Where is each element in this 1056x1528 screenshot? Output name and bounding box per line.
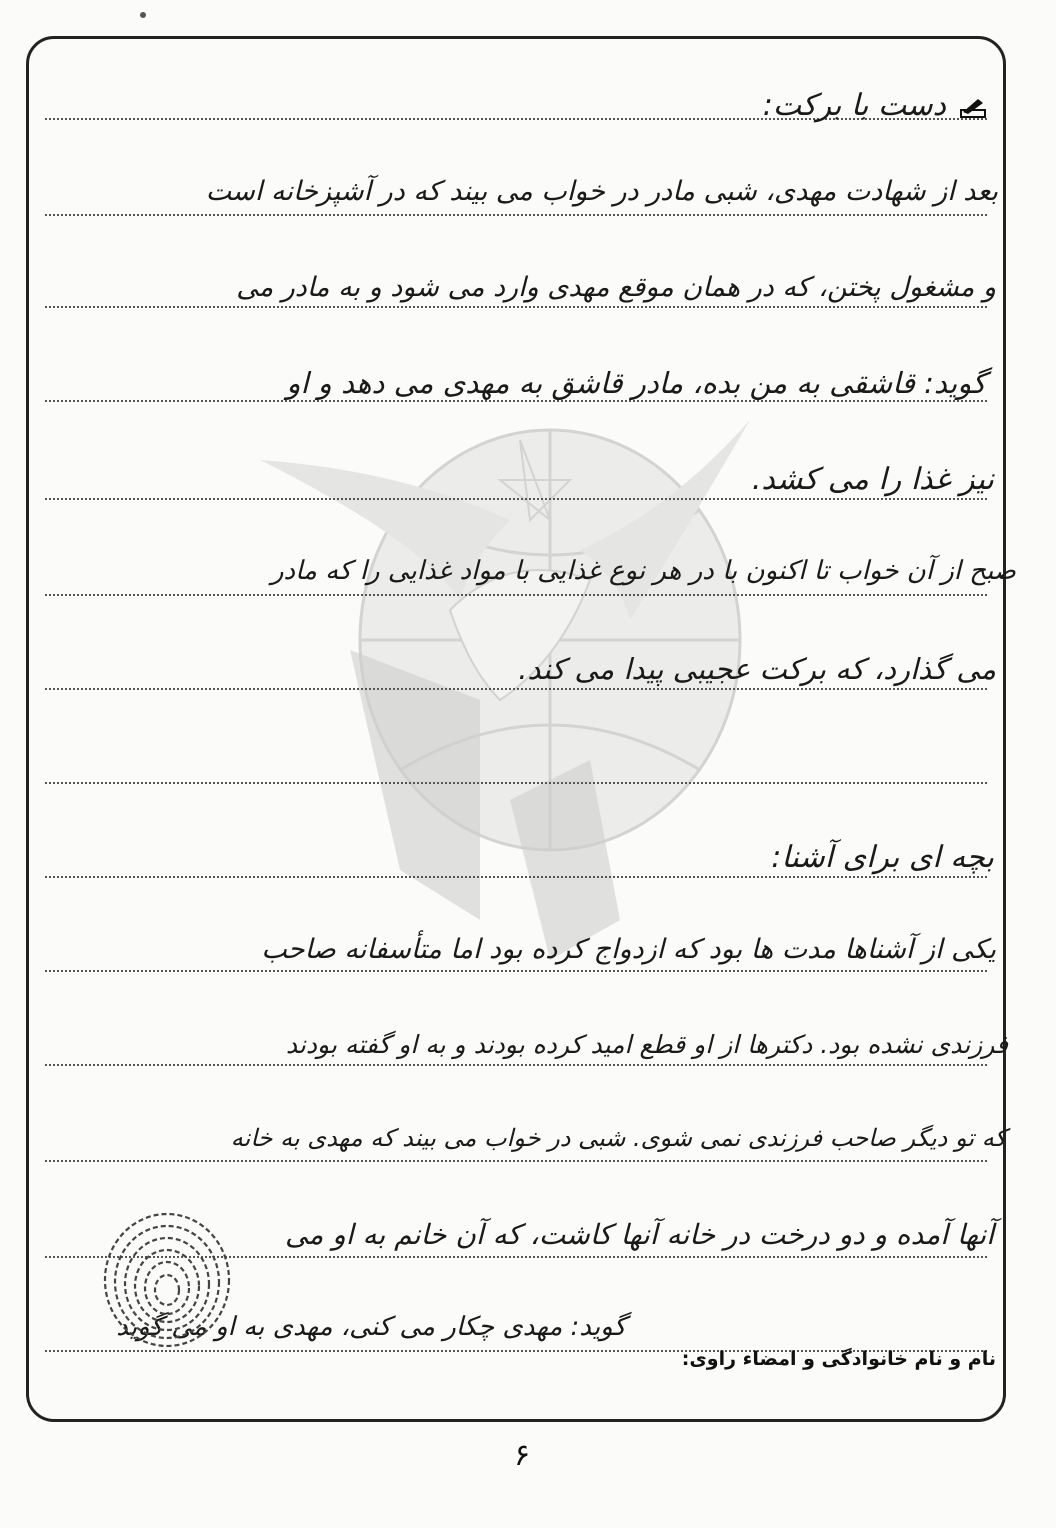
story2-line: فرزندی نشده بود. دکترها از او قطع امید کرده بودند و به او گفته بودند bbox=[285, 1030, 1008, 1059]
story2-line: که تو دیگر صاحب فرزندی نمی شوی. شبی در خواب می بیند که مهدی به خانه bbox=[230, 1124, 1006, 1152]
narrator-signature-label: نام و نام خانوادگی و امضاء راوی: bbox=[681, 1348, 996, 1370]
dotted-rule bbox=[45, 1160, 987, 1162]
story1-line: صبح از آن خواب تا اکنون با در هر نوع غذایی با مواد غذایی را که مادر bbox=[270, 556, 1016, 586]
section-title-blessed-hand: دست با برکت: bbox=[762, 88, 946, 123]
story1-line: می گذارد، که برکت عجیبی پیدا می کند. bbox=[518, 652, 996, 686]
story1-line: گوید: قاشقی به من بده، مادر قاشق به مهدی می دهد و او bbox=[286, 366, 986, 400]
page-number: ۶ bbox=[514, 1438, 531, 1473]
pencil-icon bbox=[958, 96, 988, 120]
story1-line: نیز غذا را می کشد. bbox=[751, 462, 994, 497]
dotted-rule bbox=[45, 306, 987, 308]
dotted-rule bbox=[45, 1064, 987, 1066]
dotted-rule bbox=[45, 214, 987, 216]
story2-line: گوید: مهدی چکار می کنی، مهدی به او می گوید bbox=[116, 1312, 626, 1342]
story1-line: و مشغول پختن، که در همان موقع مهدی وارد می شود و به مادر می bbox=[236, 272, 996, 303]
section-title-child-for-acquaintance: بچه ای برای آشنا: bbox=[771, 840, 994, 875]
story2-line: آنها آمده و دو درخت در خانه آنها کاشت، که آن خانم به او می bbox=[285, 1218, 994, 1251]
paper-speck bbox=[140, 12, 146, 18]
dotted-rule bbox=[45, 688, 987, 690]
dotted-rule bbox=[45, 400, 987, 402]
dotted-rule bbox=[45, 782, 987, 784]
dotted-rule bbox=[45, 594, 987, 596]
dotted-rule bbox=[45, 498, 987, 500]
dotted-rule bbox=[45, 876, 987, 878]
story2-line: یکی از آشناها مدت ها بود که ازدواج کرده بود اما متأسفانه صاحب bbox=[261, 934, 996, 965]
story1-line: بعد از شهادت مهدی، شبی مادر در خواب می بیند که در آشپزخانه است bbox=[205, 176, 998, 207]
dotted-rule bbox=[45, 970, 987, 972]
fingerprint-icon bbox=[98, 1210, 236, 1350]
